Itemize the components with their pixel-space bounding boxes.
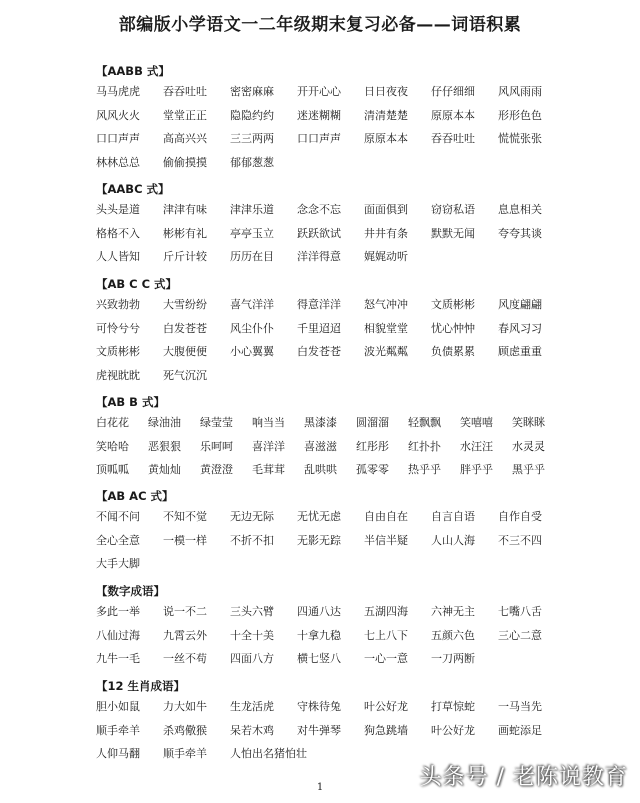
word-item: 绿油油 [148, 416, 181, 429]
word-item: 负债累累 [431, 345, 475, 358]
section-aabb [96, 62, 556, 174]
word-item: 八仙过海 [96, 628, 140, 642]
word-item: 小心翼翼 [230, 345, 274, 358]
word-item: 红扑扑 [408, 439, 441, 453]
word-item: 乐呵呵 [200, 439, 233, 453]
section-aabc [96, 180, 556, 269]
word-item: 文质彬彬 [431, 298, 475, 311]
word-item: 圆溜溜 [356, 416, 389, 429]
word-item: 横七竖八 [297, 652, 341, 665]
word-row [96, 719, 556, 743]
word-item: 对牛弹琴 [297, 723, 341, 737]
section-abcc [96, 275, 556, 387]
word-item: 笑眯眯 [512, 416, 545, 429]
word-item: 白发苍苍 [297, 345, 341, 358]
word-item: 七上八下 [364, 628, 408, 642]
word-item: 黄澄澄 [200, 463, 233, 476]
word-item: 念念不忘 [297, 203, 341, 216]
section-heading: 【数字成语】 [96, 584, 165, 598]
word-item: 兴致勃勃 [96, 298, 140, 311]
word-item: 顶呱呱 [96, 463, 129, 476]
word-item: 打草惊蛇 [431, 700, 475, 713]
word-item: 响当当 [252, 416, 285, 429]
word-item: 波光粼粼 [364, 345, 408, 358]
word-row [96, 435, 556, 459]
word-item: 力大如牛 [163, 700, 207, 713]
word-item: 面面俱到 [364, 203, 408, 216]
word-item: 津津有味 [163, 203, 207, 216]
word-item: 呆若木鸡 [230, 723, 274, 737]
word-item: 乱哄哄 [304, 463, 337, 476]
word-item: 文质彬彬 [96, 345, 140, 358]
word-item: 娓娓动听 [364, 250, 408, 263]
word-item: 九牛一毛 [96, 652, 140, 665]
word-item: 清清楚楚 [364, 108, 408, 122]
word-item: 夸夸其谈 [498, 226, 542, 240]
word-item: 水灵灵 [512, 439, 545, 453]
word-item: 亭亭玉立 [230, 226, 274, 240]
word-item: 慌慌张张 [498, 132, 542, 145]
word-item: 黑乎乎 [512, 463, 545, 476]
word-item: 三三两两 [230, 132, 274, 145]
word-item: 大腹便便 [163, 345, 207, 358]
word-item: 井井有条 [364, 226, 408, 240]
word-item: 黑漆漆 [304, 416, 337, 429]
word-item: 叶公好龙 [431, 723, 475, 737]
word-row [96, 529, 556, 553]
word-item: 得意洋洋 [297, 298, 341, 311]
word-item: 自作自受 [498, 510, 542, 523]
word-item: 无忧无虑 [297, 510, 341, 523]
word-item: 风风火火 [96, 108, 140, 122]
word-item: 顾虑重重 [498, 345, 542, 358]
word-item: 喜气洋洋 [230, 298, 274, 311]
word-row [96, 222, 556, 246]
word-item: 自言自语 [431, 510, 475, 523]
word-item: 五湖四海 [364, 605, 408, 618]
word-item: 半信半疑 [364, 533, 408, 547]
word-item: 开开心心 [297, 85, 341, 98]
word-item: 口口声声 [96, 132, 140, 145]
word-item: 跃跃欲试 [297, 226, 341, 240]
word-item: 自由自在 [364, 510, 408, 523]
word-row [96, 340, 556, 364]
word-item: 孤零零 [356, 463, 389, 476]
section-heading: 【AABC 式】 [96, 182, 170, 196]
word-item: 吞吞吐吐 [431, 132, 475, 145]
word-item: 原原本本 [431, 108, 475, 122]
word-item: 顺手牵羊 [96, 723, 140, 737]
word-item: 叶公好龙 [364, 700, 408, 713]
word-item: 喜洋洋 [252, 439, 285, 453]
word-row [96, 411, 556, 435]
word-item: 怒气冲冲 [364, 298, 408, 311]
word-item: 息息相关 [498, 203, 542, 216]
word-item: 春风习习 [498, 321, 542, 335]
word-item: 不知不觉 [163, 510, 207, 523]
section-heading: 【AB B 式】 [96, 395, 165, 409]
word-item: 一心一意 [364, 652, 408, 665]
word-item: 风尘仆仆 [230, 321, 274, 335]
word-item: 不闻不问 [96, 510, 140, 523]
word-item: 津津乐道 [230, 203, 274, 216]
word-item: 恶狠狠 [148, 439, 181, 453]
word-item: 四通八达 [297, 605, 341, 618]
word-item: 人山人海 [431, 533, 475, 547]
word-item: 毛茸茸 [252, 463, 285, 476]
word-item: 斤斤计较 [163, 250, 207, 263]
word-item: 画蛇添足 [498, 723, 542, 737]
word-item: 原原本本 [364, 132, 408, 145]
section-heading: 【AB C C 式】 [96, 277, 178, 291]
section-abac [96, 487, 556, 576]
word-item: 狗急跳墙 [364, 723, 408, 737]
word-item: 一丝不苟 [163, 652, 207, 665]
watermark: 头条号 / 老陈说教育 [419, 765, 628, 790]
word-item: 白发苍苍 [163, 321, 207, 335]
word-row [96, 293, 556, 317]
section-heading: 【AB AC 式】 [96, 489, 174, 503]
word-row [96, 151, 556, 175]
word-item: 虎视眈眈 [96, 368, 140, 382]
word-item: 窃窃私语 [431, 203, 475, 216]
section-number-idioms [96, 582, 556, 671]
word-item: 十全十美 [230, 628, 274, 642]
word-item: 十拿九稳 [297, 628, 341, 642]
word-item: 口口声声 [297, 132, 341, 145]
word-item: 迷迷糊糊 [297, 108, 341, 122]
word-item: 说一不二 [163, 605, 207, 618]
word-item: 喜滋滋 [304, 439, 337, 453]
word-item: 生龙活虎 [230, 700, 274, 713]
word-item: 热乎乎 [408, 463, 441, 476]
word-item: 绿莹莹 [200, 416, 233, 429]
word-item: 仔仔细细 [431, 85, 475, 98]
section-heading: 【12 生肖成语】 [96, 679, 186, 693]
word-row [96, 600, 556, 624]
word-item: 相貌堂堂 [364, 321, 408, 335]
word-item: 偷偷摸摸 [163, 155, 207, 169]
word-item: 笑哈哈 [96, 439, 129, 453]
word-item: 一马当先 [498, 700, 542, 713]
section-abb [96, 393, 556, 482]
word-item: 七嘴八舌 [498, 605, 542, 618]
word-row [96, 624, 556, 648]
word-item: 轻飘飘 [408, 416, 441, 429]
word-row [96, 198, 556, 222]
word-item: 胖乎乎 [460, 463, 493, 476]
word-item: 九霄云外 [163, 628, 207, 642]
word-item: 三心二意 [498, 628, 542, 642]
section-heading: 【AABB 式】 [96, 64, 170, 78]
word-item: 杀鸡儆猴 [163, 723, 207, 737]
word-item: 六神无主 [431, 605, 475, 618]
word-item: 默默无闻 [431, 226, 475, 240]
word-row [96, 245, 556, 269]
word-item: 马马虎虎 [96, 85, 140, 98]
word-item: 死气沉沉 [163, 368, 207, 382]
page-title: 部编版小学语文一二年级期末复习必备——词语积累 [118, 15, 522, 35]
word-item: 高高兴兴 [163, 132, 207, 145]
word-item: 不折不扣 [230, 533, 274, 547]
word-item: 水汪汪 [460, 439, 493, 453]
word-item: 堂堂正正 [163, 108, 207, 122]
word-item: 无边无际 [230, 510, 274, 523]
word-item: 密密麻麻 [230, 85, 274, 98]
word-item: 不三不四 [498, 533, 542, 547]
word-row [96, 364, 556, 388]
word-row [96, 104, 556, 128]
section-zodiac-idioms [96, 677, 556, 766]
word-item: 格格不入 [96, 226, 140, 240]
word-item: 顺手牵羊 [163, 747, 207, 760]
page-number: 1 [316, 782, 324, 793]
word-row [96, 80, 556, 104]
word-row [96, 505, 556, 529]
word-item: 吞吞吐吐 [163, 85, 207, 98]
word-row [96, 647, 556, 671]
word-row [96, 695, 556, 719]
word-item: 红彤彤 [356, 439, 389, 453]
word-item: 头头是道 [96, 203, 140, 216]
word-item: 风度翩翩 [498, 298, 542, 311]
word-item: 笑嘻嘻 [460, 416, 493, 429]
word-item: 彬彬有礼 [163, 226, 207, 240]
word-item: 黄灿灿 [148, 463, 181, 476]
word-row [96, 552, 556, 576]
word-item: 一刀两断 [431, 652, 475, 665]
word-item: 隐隐约约 [230, 108, 274, 122]
word-item: 形形色色 [498, 108, 542, 122]
word-item: 洋洋得意 [297, 250, 341, 263]
word-item: 无影无踪 [297, 533, 341, 547]
word-item: 多此一举 [96, 605, 140, 618]
word-item: 林林总总 [96, 155, 140, 169]
word-item: 胆小如鼠 [96, 700, 140, 713]
word-item: 忧心忡忡 [431, 321, 475, 335]
word-item: 人仰马翻 [96, 747, 140, 760]
word-item: 一模一样 [163, 533, 207, 547]
word-item: 风风雨雨 [498, 85, 542, 98]
word-item: 白花花 [96, 416, 129, 429]
word-item: 郁郁葱葱 [230, 155, 274, 169]
word-item: 人人皆知 [96, 250, 140, 263]
word-item: 历历在目 [230, 250, 274, 263]
word-item: 日日夜夜 [364, 85, 408, 98]
word-item: 三头六臂 [230, 605, 274, 618]
word-row [96, 127, 556, 151]
word-item: 全心全意 [96, 533, 140, 547]
word-item: 守株待兔 [297, 700, 341, 713]
word-item: 大雪纷纷 [163, 298, 207, 311]
word-row [96, 458, 556, 482]
word-row [96, 317, 556, 341]
word-item: 千里迢迢 [297, 321, 341, 335]
word-item: 大手大脚 [96, 557, 140, 570]
word-item: 五颜六色 [431, 628, 475, 642]
word-item: 四面八方 [230, 652, 274, 665]
word-item: 可怜兮兮 [96, 321, 140, 335]
word-item: 人怕出名猪怕壮 [230, 747, 307, 760]
